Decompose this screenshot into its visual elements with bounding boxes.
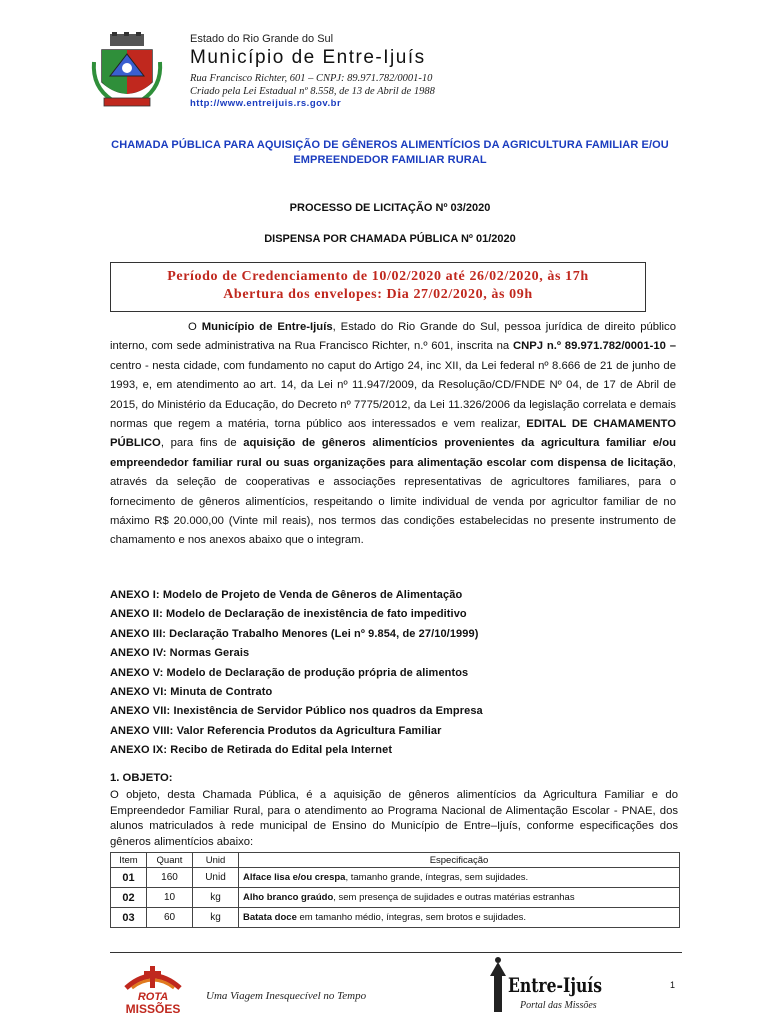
annex-item: ANEXO II: Modelo de Declaração de inexistência de fato impeditivo <box>110 608 467 621</box>
creation-law-line: Criado pela Lei Estadual nº 8.558, de 13 de Abril de 1988 <box>190 86 435 97</box>
table-row <box>111 888 680 908</box>
annex-item: ANEXO VI: Minuta de Contrato <box>110 685 273 698</box>
credential-period: Período de Credenciamento de 10/02/2020 até 26/02/2020, às 17h <box>167 269 589 284</box>
column-header: Item <box>111 853 147 868</box>
rota-missoes-logo <box>108 958 198 1016</box>
municipality-name: Município de Entre-Ijuís <box>190 47 426 68</box>
entre-ijuis-portal-logo <box>486 952 606 1018</box>
annex-item: ANEXO V: Modelo de Declaração de produção própria de alimentos <box>110 666 469 679</box>
table-header-row <box>111 853 680 868</box>
footer-slogan: Uma Viagem Inesquecível no Tempo <box>206 990 367 1002</box>
intro-text: , Estado do Rio Grande do Sul, pessoa jurídica de direito público interno, com sede administrativa na Rua Francisco Richter, n.º 601, inscrita na <box>110 321 676 353</box>
process-number: PROCESSO DE LICITAÇÃO Nº 03/2020 <box>289 202 491 214</box>
intro-paragraph <box>110 318 676 551</box>
annex-item: ANEXO IV: Normas Gerais <box>110 647 250 660</box>
quantity-cell: 10 <box>147 888 193 908</box>
annex-item: ANEXO I: Modelo de Projeto de Venda de Gêneros de Alimentação <box>110 589 463 601</box>
quantity-cell: 160 <box>147 868 193 888</box>
intro-bold: aquisição de gêneros alimentícios provenientes da agricultura familiar e/ou empreendedor familiar rural ou suas organizações para alimentação escolar com dispensa de licitação <box>110 437 676 469</box>
intro-text: O <box>188 321 202 333</box>
quantity-cell: 60 <box>147 908 193 928</box>
products-table <box>110 852 680 928</box>
spec-text: , sem presença de sujidades e outras matérias estranhas <box>333 892 575 903</box>
intro-bold: EDITAL DE CHAMAMENTO PÚBLICO <box>110 418 676 450</box>
annex-item: ANEXO VIII: Valor Referencia Produtos da Agricultura Familiar <box>110 724 442 737</box>
address-line: Rua Francisco Richter, 601 – CNPJ: 89.971.782/0001-10 <box>190 73 433 84</box>
unit-cell: Unid <box>193 868 239 888</box>
envelope-opening: Abertura dos envelopes: Dia 27/02/2020, às 09h <box>223 287 533 302</box>
table-row <box>111 908 680 928</box>
column-header: Quant <box>147 853 193 868</box>
specification-cell <box>239 908 680 928</box>
missoes-text: MISSÕES <box>125 1002 181 1016</box>
item-cell: 03 <box>111 908 147 928</box>
column-header: Unid <box>193 853 239 868</box>
spec-bold: Alho branco graúdo <box>243 892 334 903</box>
logo-main-text: Entre-Ijuís <box>508 973 602 997</box>
document-title: CHAMADA PÚBLICA PARA AQUISIÇÃO DE GÊNEROS ALIMENTÍCIOS DA AGRICULTURA FAMILIAR E/OU EMPREENDEDOR FAMILIAR RURAL <box>111 139 669 166</box>
period-box <box>110 262 646 312</box>
municipal-coat-of-arms-icon <box>92 32 162 112</box>
unit-cell: kg <box>193 888 239 908</box>
annex-list <box>110 586 670 761</box>
table-row <box>111 868 680 888</box>
spec-bold: Batata doce <box>243 912 297 923</box>
spec-text: , tamanho grande, íntegras, sem sujidades. <box>345 872 529 883</box>
intro-text: , para fins de <box>160 437 244 450</box>
spec-text: em tamanho médio, íntegras, sem brotos e sujidades. <box>296 912 527 923</box>
annex-item: ANEXO VII: Inexistência de Servidor Público nos quadros da Empresa <box>110 705 483 718</box>
intro-text: , através da seleção de cooperativas e associações representativas de agricultores familiares, para o fornecimento de gêneros alimentícios, respeitando o limite individual de venda por agricultor familiar de no máximo R$ 20.000,00 (Vinte mil reais), nos termos das condições estabelecidas no presente instrumento de chamamento e nos anexos abaixo que o integram. <box>110 456 676 547</box>
item-cell: 02 <box>111 888 147 908</box>
dispensa-number: DISPENSA POR CHAMADA PÚBLICA Nº 01/2020 <box>264 233 516 245</box>
unit-cell: kg <box>193 908 239 928</box>
intro-bold: Município de Entre-Ijuís <box>201 321 333 333</box>
state-name: Estado do Rio Grande do Sul <box>190 33 334 45</box>
item-cell: 01 <box>111 868 147 888</box>
rota-text: ROTA <box>137 991 169 1003</box>
annex-item: ANEXO III: Declaração Trabalho Menores (Lei nº 9.854, de 27/10/1999) <box>110 627 479 640</box>
specification-cell <box>239 868 680 888</box>
intro-bold: CNPJ n.º 89.971.782/0001-10 – <box>512 340 676 353</box>
intro-text: centro - nesta cidade, com fundamento no caput do Artigo 24, inc XII, da Lei federal nº 8.666 de 21 de junho de 1993, e, em atendimento ao art. 14, da Lei nº 11.947/2009, da Resolução/CD/FNDE Nº 04, de 17 de Abril de 2015, do Ministério da Educação, do Decreto nº 7775/2012, da Lei 11.326/2006 da legislação correlata e demais normas que regem a matéria, torna público aos interessados e vem realizar, <box>110 359 676 431</box>
column-header: Especificação <box>239 853 680 868</box>
logo-sub-text: Portal das Missões <box>520 1000 597 1011</box>
annex-item: ANEXO IX: Recibo de Retirada do Edital pela Internet <box>110 744 393 757</box>
page-number: 1 <box>670 980 676 990</box>
spec-bold: Alface lisa e/ou crespa <box>243 872 346 883</box>
objeto-paragraph: O objeto, desta Chamada Pública, é a aquisição de gêneros alimentícios da Agricultura Familiar e do Empreendedor Familiar Rural, para o atendimento ao Programa Nacional de Alimentação Escolar - PNAE, dos alunos matriculados à rede municipal de Ensino do Município de Entre–Ijuís, conforme especificações dos gêneros alimentícios abaixo: <box>110 789 678 848</box>
specification-cell <box>239 888 680 908</box>
website-link[interactable]: http://www.entreijuis.rs.gov.br <box>190 98 342 109</box>
section-heading-objeto: 1. OBJETO: <box>110 772 173 784</box>
